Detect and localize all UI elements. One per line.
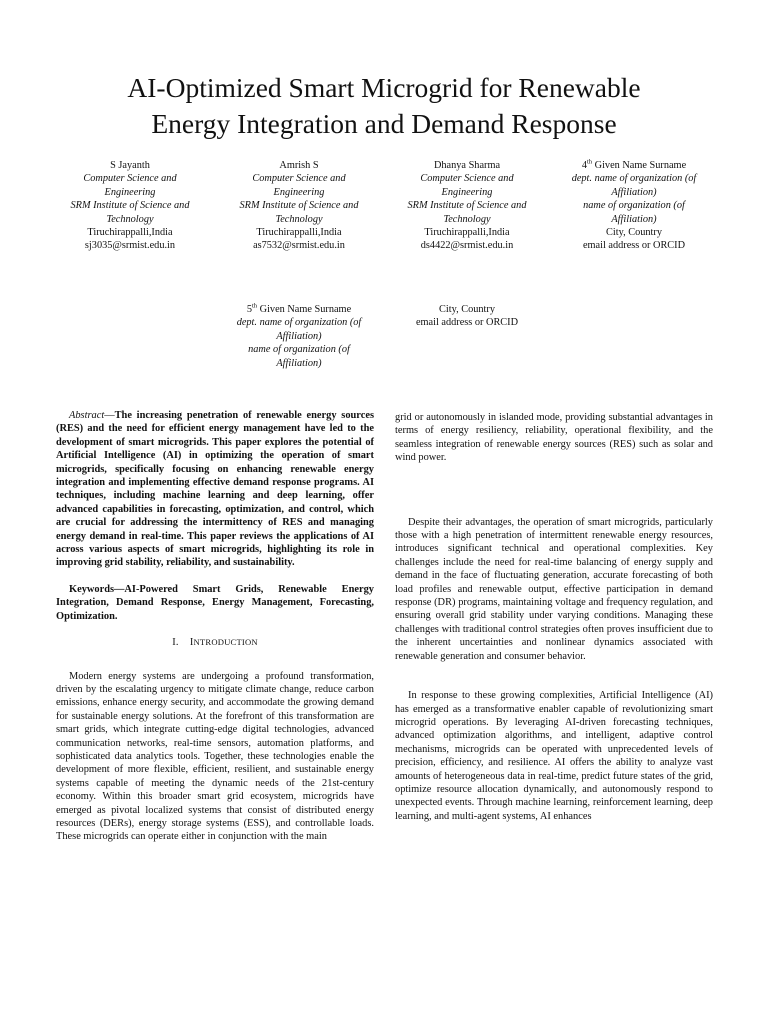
author-dept: Engineering [273,186,325,198]
author-dept: Computer Science and [83,173,177,185]
author-city: City, Country [439,304,495,315]
author-org: name of organization (of [583,200,685,212]
author-block-2 [215,159,383,253]
author-city: Tiruchirappalli,India [256,227,342,239]
author-block-4 [550,159,718,253]
author-org: Technology [275,213,323,225]
paper-title [40,70,728,142]
section-first-letter: I [189,637,194,649]
author-org: SRM Institute of Science and [70,200,190,212]
body-paragraph-2: Despite their advantages, the operation of smart microgrids, particularly those with a high penetration of intermittent renewable energy resources, introduces significant technical and operational complexities. Key challenges include the need for real-time balancing of energy supply and demand in the face of fluctuating generation, accurate forecasting of both load profiles and renewable output, effective participation in demand response (DR) programs, maintaining voltage and frequency regulation, and ensuring overall grid stability under varying conditions. Managing these challenges with traditional control strategies often proves insufficient due to the inherent uncertainties and nonlinear dynamics associated with renewable generation and consumer behavior. [395,516,713,662]
author-email: ds4422@srmist.edu.in [420,240,514,252]
author-dept: Engineering [441,186,493,198]
author-org: Affiliation) [611,213,657,225]
title-line-2: Energy Integration and Demand Response [151,108,617,139]
author-email: email address or ORCID [415,317,519,329]
author-org: SRM Institute of Science and [239,200,359,212]
author-dept: Affiliation) [276,330,322,342]
title-line-1: AI-Optimized Smart Microgrid for Renewable [127,72,641,103]
author-dept: Computer Science and [252,173,346,185]
keywords-text: AI-Powered Smart Grids, Renewable Energy Integration, Demand Response, Energy Management, Forecasting, Optimization. [56,583,374,622]
author-org: Technology [443,213,491,225]
right-column [395,411,713,823]
author-email: email address or ORCID [582,240,686,252]
author-block-5 [215,303,383,370]
left-column [56,409,374,844]
author-dept: Computer Science and [420,173,514,185]
body-paragraph-continued: grid or autonomously in islanded mode, providing substantial advantages in terms of energy resiliency, reliability, operational flexibility, and the seamless integration of renewable energy sources (RES) such as solar and wind power. [395,412,713,464]
abstract-text: The increasing penetration of renewable energy sources (RES) and the need for efficient energy management have led to the development of smart microgrids. This paper explores the potential of Artificial Intelligence (AI) in optimizing the operation of smart microgrids, specifically focusing on enhancing renewable energy integration and implementing effective demand response programs. AI techniques, including machine learning and deep learning, offer advanced capabilities in forecasting, optimization, and control, which are crucial for addressing the intermittency of RES and managing energy demand in real-time. This paper reviews the applications of AI across various aspects of smart microgrids, highlighting its role in improving grid stability, reliability, and sustainability. [56,410,374,569]
keywords [56,583,374,623]
author-name: 5th Given Name Surname [246,302,352,315]
author-city: Tiruchirappalli,India [87,227,173,239]
author-org: name of organization (of [248,344,350,356]
abstract-label: Abstract [69,410,105,421]
author-block-6 [383,303,551,330]
section-title-rest: NTRODUCTION [193,637,258,648]
author-name: Dhanya Sharma [433,160,501,171]
body-paragraph-3: In response to these growing complexities, Artificial Intelligence (AI) has emerged as a transformative enabler capable of revolutionizing smart microgrid operations. By leveraging AI-driven forecasting techniques, advanced optimization algorithms, and intelligent, adaptive control mechanisms, microgrids can be operated with unprecedented levels of precision, efficiency, and resilience. AI offers the ability to analyze vast amounts of heterogeneous data in real-time, predict future states of the grid, optimize resource allocation dynamically, and autonomously respond to unexpected events. Through machine learning, reinforcement learning, deep learning, and multi-agent systems, AI enhances [395,690,713,822]
author-email: as7532@srmist.edu.in [253,240,345,252]
abstract [56,409,374,570]
author-dept: Engineering [104,186,156,198]
author-name: S Jayanth [110,160,150,171]
section-numeral: I. [172,637,179,649]
author-name: 4th Given Name Surname [581,158,687,171]
author-org: SRM Institute of Science and [407,200,527,212]
author-email: sj3035@srmist.edu.in [84,240,176,252]
author-dept: dept. name of organization (of [236,317,362,329]
keywords-label: Keywords— [69,583,125,595]
author-city: City, Country [606,227,662,239]
abstract-dash: — [104,410,115,421]
author-dept: Affiliation) [611,186,657,198]
section-heading-introduction [56,636,374,649]
author-block-3 [383,159,551,253]
author-block-1 [46,159,214,253]
author-org: Affiliation) [276,357,322,369]
author-name: Amrish S [279,160,319,171]
author-dept: dept. name of organization (of [571,173,697,185]
intro-paragraph-1: Modern energy systems are undergoing a profound transformation, driven by the escalating urgency to mitigate climate change, reduce carbon emissions, enhance energy security, and accommodate the growing demand for sustainable energy solutions. At the forefront of this transformation are smart grids, which integrate cutting-edge digital technologies, advanced communication networks, real-time sensors, automation platforms, and sophisticated data analytics tools. Together, these technologies enable the development of more flexible, efficient, resilient, and sustainable energy systems capable of meeting the dynamic needs of the 21st-century economy. Within this broader smart grid ecosystem, microgrids have emerged as pivotal localized systems that consist of distributed energy resources (DERs), energy storage systems (ESS), and controllable loads. These microgrids can operate either in conjunction with the main [56,670,374,843]
author-city: Tiruchirappalli,India [424,227,510,239]
author-org: Technology [106,213,154,225]
